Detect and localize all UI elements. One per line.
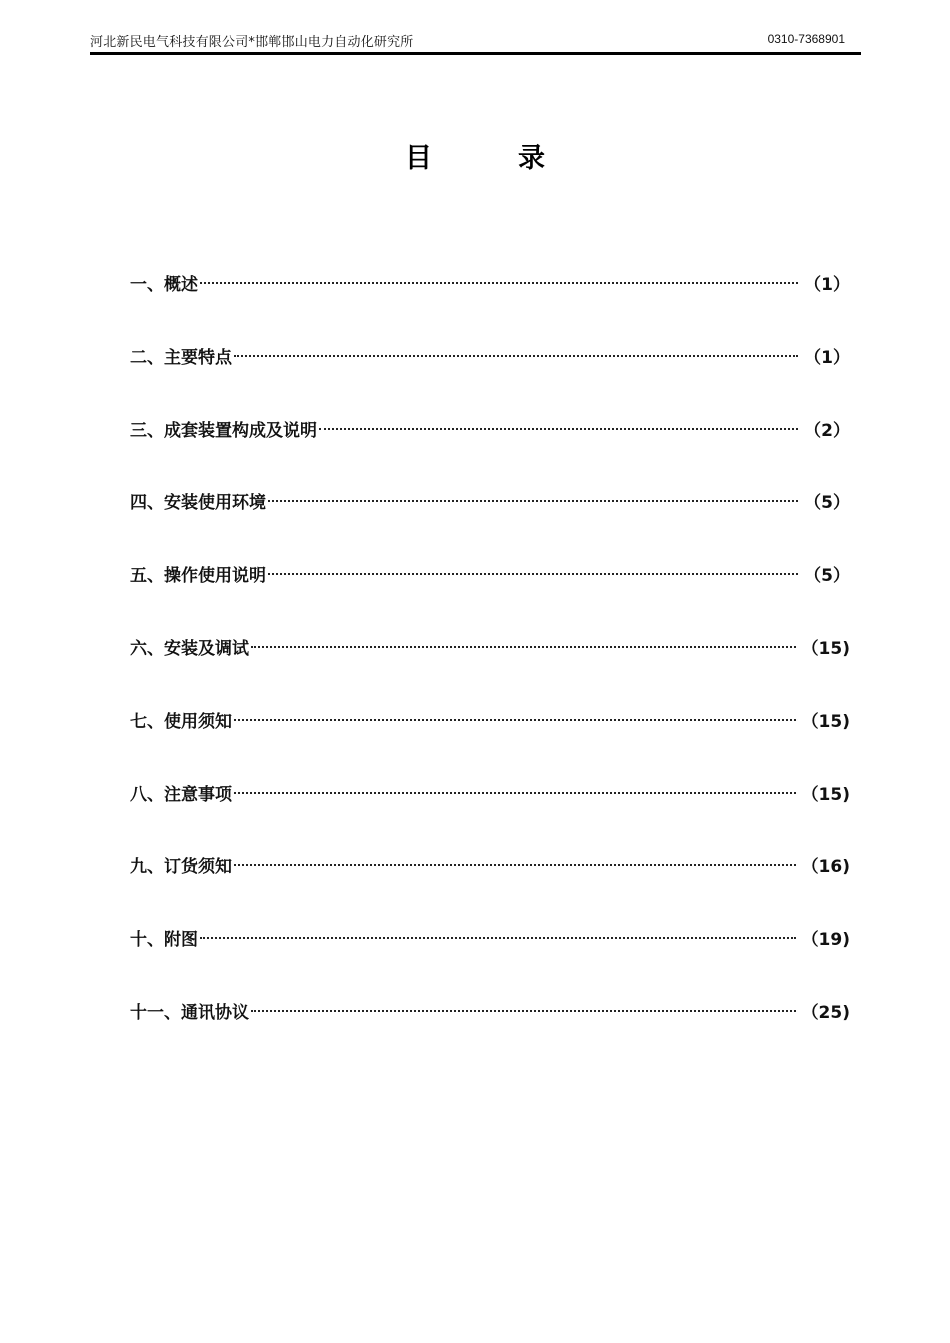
- toc-dot-leader: [234, 719, 796, 721]
- toc-entry-page: （1）: [804, 275, 850, 295]
- header-phone-number: 0310-7368901: [767, 32, 845, 46]
- toc-entry-label: 二、主要特点: [130, 347, 232, 368]
- toc-entry-page: （1）: [804, 347, 850, 368]
- toc-dot-leader: [200, 937, 796, 939]
- toc-dot-leader: [319, 428, 798, 430]
- toc-entry-page: （15): [801, 638, 850, 659]
- toc-dot-leader: [251, 646, 796, 648]
- toc-entry-page: （15): [801, 711, 850, 732]
- toc-entry-label: 十一、通讯协议: [130, 1002, 249, 1023]
- toc-dot-leader: [234, 355, 798, 357]
- toc-dot-leader: [234, 792, 796, 794]
- table-of-contents: [130, 270, 850, 1071]
- toc-entry[interactable]: [130, 416, 850, 489]
- toc-entry[interactable]: [130, 343, 850, 416]
- toc-entry-page: （15): [801, 784, 850, 805]
- toc-entry[interactable]: [130, 852, 850, 925]
- toc-entry-page: （5）: [804, 493, 850, 514]
- toc-entry[interactable]: [130, 925, 850, 998]
- toc-dot-leader: [234, 864, 796, 866]
- toc-entry[interactable]: [130, 488, 850, 561]
- toc-entry[interactable]: [130, 634, 850, 707]
- toc-title: 目录: [405, 143, 631, 174]
- toc-entry-page: （5）: [804, 566, 850, 587]
- toc-entry-label: 三、成套装置构成及说明: [130, 420, 317, 441]
- toc-entry-label: 六、安装及调试: [130, 638, 249, 659]
- toc-entry-label: 九、订货须知: [130, 857, 232, 878]
- toc-entry[interactable]: [130, 780, 850, 853]
- toc-entry-label: 五、操作使用说明: [130, 566, 266, 587]
- page-header: [90, 28, 861, 55]
- toc-entry[interactable]: [130, 998, 850, 1071]
- toc-dot-leader: [268, 500, 798, 502]
- toc-entry-label: 一、概述: [130, 275, 198, 295]
- toc-dot-leader: [200, 282, 798, 284]
- toc-dot-leader: [251, 1010, 796, 1012]
- toc-entry-label: 十、附图: [130, 930, 198, 951]
- toc-entry[interactable]: [130, 561, 850, 634]
- toc-entry-page: （25): [801, 1002, 850, 1023]
- toc-entry-label: 八、注意事项: [130, 784, 232, 805]
- toc-entry-page: （2）: [804, 420, 850, 441]
- toc-dot-leader: [268, 573, 798, 575]
- toc-entry[interactable]: [130, 270, 850, 343]
- toc-entry-label: 七、使用须知: [130, 711, 232, 732]
- toc-entry[interactable]: [130, 707, 850, 780]
- toc-entry-label: 四、安装使用环境: [130, 493, 266, 514]
- toc-entry-page: （16): [801, 857, 850, 878]
- toc-entry-page: （19): [801, 930, 850, 951]
- header-company-name: 河北新民电气科技有限公司*邯郸邯山电力自动化研究所: [90, 35, 414, 50]
